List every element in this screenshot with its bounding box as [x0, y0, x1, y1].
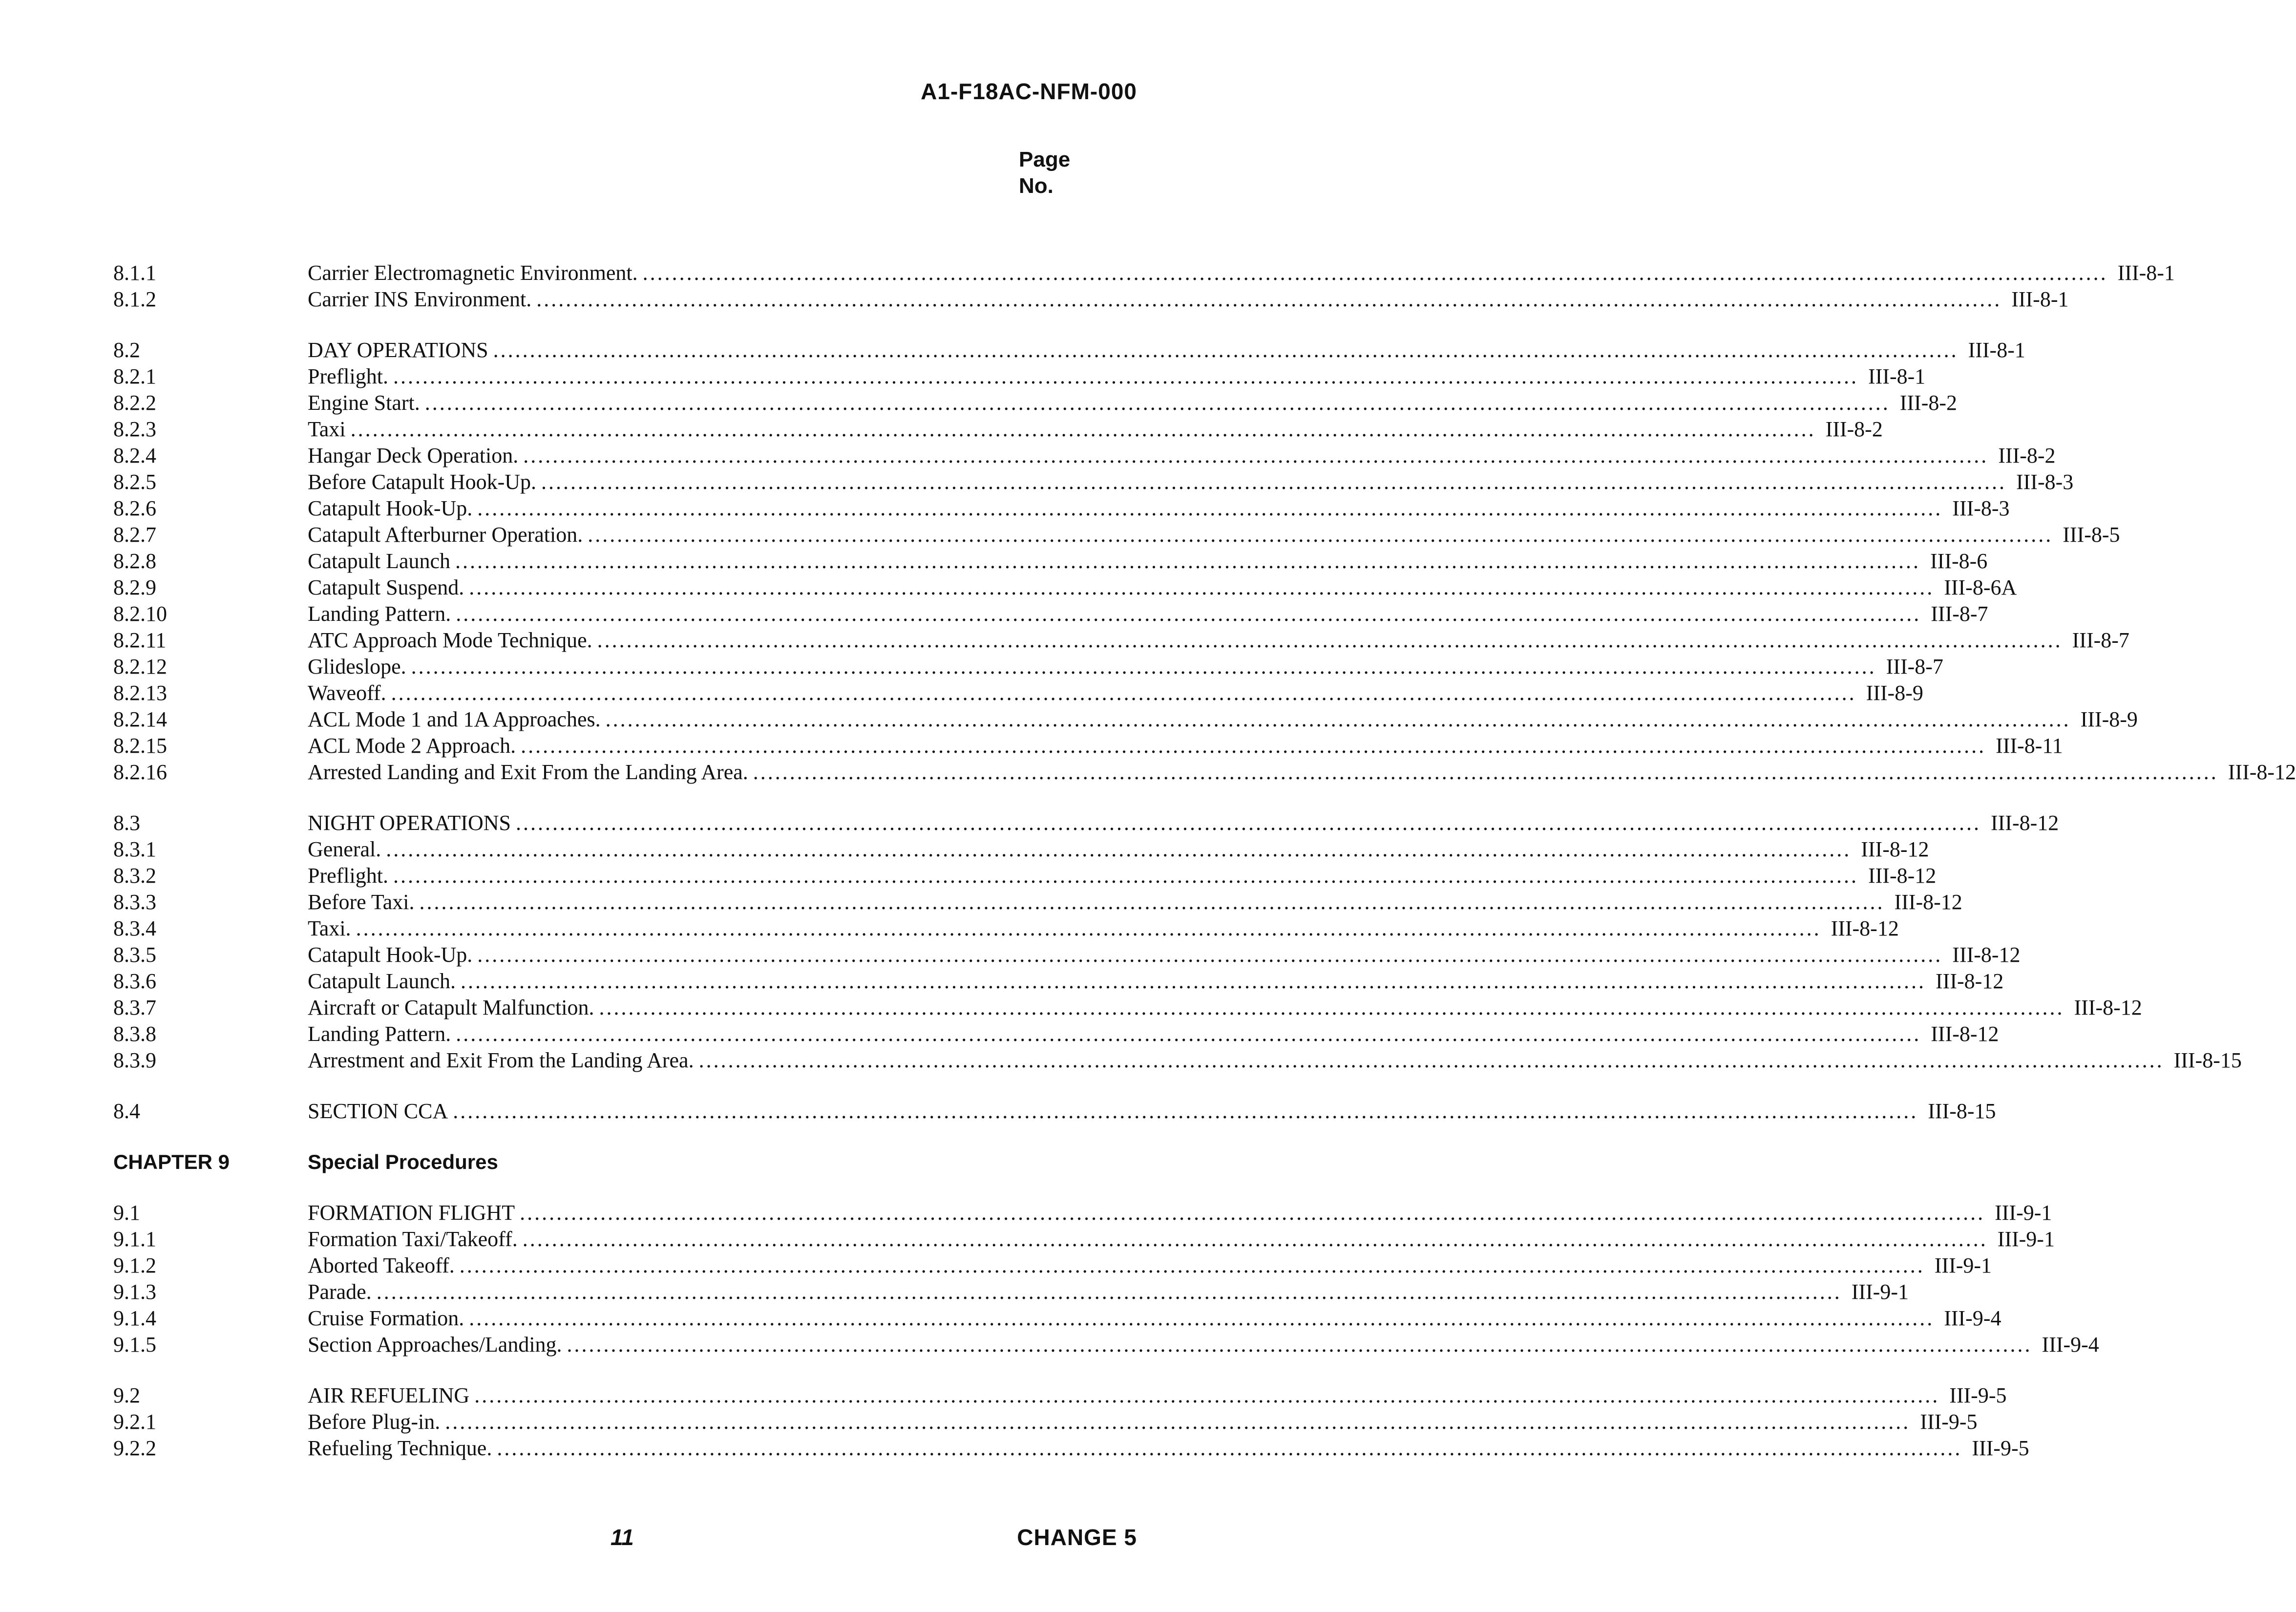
entry-line	[308, 836, 1929, 863]
entry-line	[308, 1098, 1996, 1124]
footer-page-number: 11	[611, 1525, 634, 1550]
section-number: 9.2.2	[113, 1436, 156, 1460]
page-reference: III-8-2	[1998, 444, 2056, 467]
toc-entry	[113, 1252, 1992, 1279]
toc-entry	[113, 627, 2129, 654]
section-number: 8.1.2	[113, 287, 156, 311]
toc-entry	[113, 915, 1899, 942]
chapter-heading	[113, 1149, 1139, 1175]
toc-entry	[113, 286, 2069, 313]
dot-leader: ........................................................................................................................................................................................................	[753, 760, 2218, 784]
dot-leader: ........................................................................................................................................................................................................	[461, 969, 1926, 993]
dot-leader: ........................................................................................................................................................................................................	[419, 890, 1885, 914]
section-number: 8.2	[113, 338, 140, 362]
entry-line	[308, 627, 2129, 654]
entry-line	[308, 733, 2063, 759]
section-title: Carrier Electromagnetic Environment.	[308, 261, 638, 285]
entry-line	[308, 1200, 2052, 1226]
toc-entry	[113, 680, 1923, 706]
entry-line	[308, 548, 1988, 574]
page-reference: III-8-3	[1952, 496, 2010, 520]
page-reference: III-8-12	[1990, 811, 2059, 835]
dot-leader: ........................................................................................................................................................................................................	[567, 1333, 2032, 1357]
dot-leader: ........................................................................................................................................................................................................	[477, 496, 1943, 520]
section-title: Catapult Launch	[308, 549, 451, 573]
section-title: Catapult Launch.	[308, 969, 456, 993]
dot-leader: ........................................................................................................................................................................................................	[493, 338, 1959, 362]
dot-leader: ........................................................................................................................................................................................................	[393, 364, 1858, 388]
toc-entry	[113, 443, 2056, 469]
section-number: 8.2.12	[113, 655, 167, 679]
page-column-header	[1019, 147, 1070, 199]
entry-line	[308, 654, 1943, 680]
dot-leader: ........................................................................................................................................................................................................	[497, 1436, 1962, 1460]
entry-line	[308, 1279, 1909, 1305]
page-reference: III-8-2	[1825, 417, 1883, 441]
page-reference: III-8-12	[1952, 943, 2021, 967]
entry-line	[308, 915, 1899, 942]
section-title: Arrestment and Exit From the Landing Area.	[308, 1048, 694, 1072]
toc-group	[113, 1382, 2029, 1462]
toc-entry	[113, 733, 2063, 759]
page-reference: III-9-4	[2042, 1333, 2099, 1357]
section-title: AIR REFUELING	[308, 1383, 470, 1407]
page-column-header-line2: No.	[1019, 174, 1053, 198]
toc-entry	[113, 495, 2010, 522]
page-reference: III-9-5	[1972, 1436, 2029, 1460]
page-reference: III-8-12	[2074, 996, 2142, 1019]
dot-leader: ........................................................................................................................................................................................................	[588, 523, 2053, 547]
section-title: DAY OPERATIONS	[308, 338, 488, 362]
chapter-number: CHAPTER 9	[113, 1150, 230, 1173]
section-number: 9.2	[113, 1383, 140, 1407]
section-title: Preflight.	[308, 364, 388, 388]
page-reference: III-8-7	[2072, 628, 2129, 652]
table-of-contents	[113, 260, 2296, 1486]
section-number: 8.2.2	[113, 391, 156, 415]
entry-line	[308, 759, 2296, 785]
dot-leader: ........................................................................................................................................................................................................	[456, 1022, 1921, 1046]
section-title: Aircraft or Catapult Malfunction.	[308, 996, 594, 1019]
dot-leader: ........................................................................................................................................................................................................	[477, 943, 1943, 967]
section-title: Hangar Deck Operation.	[308, 444, 519, 467]
entry-line	[308, 1409, 1978, 1435]
toc-entry	[113, 1305, 2001, 1332]
page-reference: III-8-1	[1968, 338, 2025, 362]
section-number: 8.3.7	[113, 996, 156, 1019]
entry-line	[308, 1332, 2099, 1358]
section-number: 9.2.1	[113, 1410, 156, 1434]
section-number: 8.3.6	[113, 969, 156, 993]
footer-change-notice: CHANGE 5	[1017, 1525, 1137, 1550]
section-number: 8.3.1	[113, 837, 156, 861]
toc-entry	[113, 522, 2120, 548]
page-reference: III-8-12	[1831, 916, 1899, 940]
dot-leader: ........................................................................................................................................................................................................	[520, 1201, 1985, 1225]
page-reference: III-8-6A	[1944, 575, 2017, 599]
dot-leader: ........................................................................................................................................................................................................	[469, 1306, 1935, 1330]
section-title: Refueling Technique.	[308, 1436, 492, 1460]
entry-line	[308, 601, 1988, 627]
entry-line	[308, 1435, 2029, 1462]
dot-leader: ........................................................................................................................................................................................................	[541, 470, 2006, 494]
section-title: Cruise Formation.	[308, 1306, 464, 1330]
dot-leader: ........................................................................................................................................................................................................	[411, 655, 1876, 679]
toc-entry	[113, 363, 1926, 390]
entry-line	[308, 416, 1883, 443]
entry-line	[308, 995, 2142, 1021]
entry-line	[308, 680, 1923, 706]
section-title: SECTION CCA	[308, 1099, 448, 1123]
dot-leader: ........................................................................................................................................................................................................	[536, 287, 2002, 311]
toc-entry	[113, 654, 1943, 680]
toc-entry	[113, 548, 1988, 574]
section-number: 8.2.14	[113, 707, 167, 731]
toc-group	[113, 1098, 1996, 1124]
section-title: Arrested Landing and Exit From the Landing Area.	[308, 760, 748, 784]
section-number: 8.2.15	[113, 734, 167, 758]
page-reference: III-8-12	[1931, 1022, 1999, 1046]
page-reference: III-8-9	[2080, 707, 2138, 731]
section-title: Landing Pattern.	[308, 1022, 451, 1046]
page-reference: III-9-5	[1920, 1410, 1978, 1434]
section-number: 8.2.9	[113, 575, 156, 599]
page-reference: III-8-6	[1930, 549, 1988, 573]
section-title: Catapult Afterburner Operation.	[308, 523, 583, 547]
page-column-header-line1: Page	[1019, 148, 1071, 171]
section-number: 8.2.1	[113, 364, 156, 388]
section-title: Taxi.	[308, 916, 351, 940]
section-number: 8.2.6	[113, 496, 156, 520]
section-title: ATC Approach Mode Technique.	[308, 628, 592, 652]
section-number: 8.4	[113, 1099, 140, 1123]
entry-line	[308, 1252, 1992, 1279]
section-number: 9.1.2	[113, 1253, 156, 1277]
section-number: 8.3.4	[113, 916, 156, 940]
entry-line	[308, 337, 2025, 363]
dot-leader: ........................................................................................................................................................................................................	[597, 628, 2063, 652]
section-number: 8.3.2	[113, 864, 156, 888]
dot-leader: ........................................................................................................................................................................................................	[698, 1048, 2164, 1072]
toc-entry	[113, 836, 1929, 863]
section-number: 8.2.13	[113, 681, 167, 705]
page-reference: III-8-3	[2016, 470, 2074, 494]
section-number: 8.3.3	[113, 890, 156, 914]
section-title: Engine Start.	[308, 391, 420, 415]
section-title: ACL Mode 1 and 1A Approaches.	[308, 707, 601, 731]
dot-leader: ........................................................................................................................................................................................................	[456, 602, 1921, 626]
toc-entry	[113, 1332, 2099, 1358]
entry-line	[308, 1047, 2242, 1074]
section-number: 9.1.3	[113, 1280, 156, 1304]
dot-leader: ........................................................................................................................................................................................................	[605, 707, 2071, 731]
section-title: ACL Mode 2 Approach.	[308, 734, 516, 758]
toc-entry	[113, 601, 1988, 627]
section-title: Preflight.	[308, 864, 388, 888]
toc-entry	[113, 1047, 2242, 1074]
page-reference: III-8-7	[1931, 602, 1988, 626]
dot-leader: ........................................................................................................................................................................................................	[469, 575, 1935, 599]
dot-leader: ........................................................................................................................................................................................................	[474, 1383, 1940, 1407]
toc-entry	[113, 1200, 2052, 1226]
page-reference: III-8-12	[1936, 969, 2004, 993]
dot-leader: ........................................................................................................................................................................................................	[459, 1253, 1925, 1277]
entry-line	[308, 574, 2017, 601]
section-title: Glideslope.	[308, 655, 406, 679]
page-reference: III-9-4	[1944, 1306, 2001, 1330]
dot-leader: ........................................................................................................................................................................................................	[424, 391, 1890, 415]
toc-entry	[113, 706, 2138, 733]
section-title: Section Approaches/Landing.	[308, 1333, 562, 1357]
page-reference: III-8-1	[2117, 261, 2175, 285]
section-number: 9.1.1	[113, 1227, 156, 1251]
entry-line	[308, 469, 2074, 495]
entry-line	[308, 260, 2175, 286]
entry-line	[308, 1305, 2001, 1332]
section-number: 9.1.5	[113, 1333, 156, 1357]
entry-line	[308, 889, 1962, 915]
toc-entry	[113, 1098, 1996, 1124]
page-reference: III-9-1	[1997, 1227, 2055, 1251]
toc-entry	[113, 1409, 1978, 1435]
toc-entry	[113, 469, 2074, 495]
dot-leader: ........................................................................................................................................................................................................	[455, 549, 1921, 573]
page-reference: III-8-1	[2011, 287, 2069, 311]
toc-entry	[113, 942, 2021, 968]
entry-line	[308, 942, 2021, 968]
dot-leader: ........................................................................................................................................................................................................	[350, 417, 1816, 441]
dot-leader: ........................................................................................................................................................................................................	[515, 811, 1981, 835]
section-title: NIGHT OPERATIONS	[308, 811, 511, 835]
section-title: Before Taxi.	[308, 890, 415, 914]
section-title: Before Plug-in.	[308, 1410, 441, 1434]
section-number: 8.3.8	[113, 1022, 156, 1046]
toc-entry	[113, 863, 1937, 889]
section-number: 8.2.10	[113, 602, 167, 626]
section-title: Catapult Hook-Up.	[308, 496, 473, 520]
section-number: 8.2.8	[113, 549, 156, 573]
toc-entry	[113, 1226, 2055, 1252]
page-reference: III-9-1	[1995, 1201, 2052, 1225]
section-number: 8.1.1	[113, 261, 156, 285]
entry-line	[308, 522, 2120, 548]
section-number: 8.2.3	[113, 417, 156, 441]
section-title: Waveoff.	[308, 681, 386, 705]
entry-line	[308, 495, 2010, 522]
entry-line	[308, 1021, 1999, 1047]
dot-leader: ........................................................................................................................................................................................................	[522, 1227, 1988, 1251]
entry-line	[308, 810, 2059, 836]
section-number: 9.1.4	[113, 1306, 156, 1330]
page-reference: III-8-12	[1894, 890, 1962, 914]
toc-entry	[113, 390, 1957, 416]
page-reference: III-9-5	[1949, 1383, 2007, 1407]
toc-entry	[113, 337, 2025, 363]
dot-leader: ........................................................................................................................................................................................................	[523, 444, 1989, 467]
page-reference: III-8-12	[1868, 864, 1937, 888]
entry-line	[308, 863, 1937, 889]
section-title: Catapult Suspend.	[308, 575, 464, 599]
entry-line	[308, 286, 2069, 313]
page-reference: III-8-11	[1996, 734, 2063, 758]
toc-entry	[113, 1279, 1909, 1305]
toc-entry	[113, 1435, 2029, 1462]
toc-group	[113, 1200, 2099, 1358]
document-id: A1-F18AC-NFM-000	[921, 79, 1137, 104]
page-reference: III-8-7	[1886, 655, 1943, 679]
toc-entry	[113, 574, 2017, 601]
toc-entry	[113, 995, 2142, 1021]
section-title: Carrier INS Environment.	[308, 287, 532, 311]
dot-leader: ........................................................................................................................................................................................................	[386, 837, 1852, 861]
section-number: 8.3	[113, 811, 140, 835]
toc-entry	[113, 260, 2175, 286]
section-title: Landing Pattern.	[308, 602, 451, 626]
entry-line	[308, 706, 2138, 733]
dot-leader: ........................................................................................................................................................................................................	[376, 1280, 1842, 1304]
toc-entry	[113, 759, 2296, 785]
entry-line	[308, 1382, 2007, 1409]
section-title: Catapult Hook-Up.	[308, 943, 473, 967]
section-title: Before Catapult Hook-Up.	[308, 470, 536, 494]
entry-line	[308, 443, 2056, 469]
entry-line	[308, 390, 1957, 416]
toc-entry	[113, 1382, 2007, 1409]
toc-entry	[113, 968, 2004, 995]
dot-leader: ........................................................................................................................................................................................................	[642, 261, 2108, 285]
section-title: General.	[308, 837, 381, 861]
section-title: Taxi	[308, 417, 346, 441]
section-number: 8.2.7	[113, 523, 156, 547]
toc-entry	[113, 416, 1883, 443]
section-title: Aborted Takeoff.	[308, 1253, 455, 1277]
section-number: 8.3.5	[113, 943, 156, 967]
page-reference: III-8-5	[2063, 523, 2120, 547]
entry-line	[308, 968, 2004, 995]
page-reference: III-8-15	[2173, 1048, 2242, 1072]
section-number: 8.2.4	[113, 444, 156, 467]
page-reference: III-8-2	[1899, 391, 1957, 415]
toc-group	[113, 810, 2242, 1074]
entry-line	[308, 1226, 2055, 1252]
section-number: 8.2.11	[113, 628, 167, 652]
page-reference: III-9-1	[1934, 1253, 1992, 1277]
section-number: 8.2.5	[113, 470, 156, 494]
page-reference: III-8-12	[1861, 837, 1929, 861]
toc-entry	[113, 1021, 1999, 1047]
page-reference: III-8-12	[2228, 760, 2296, 784]
page-reference: III-8-9	[1866, 681, 1923, 705]
dot-leader: ........................................................................................................................................................................................................	[445, 1410, 1911, 1434]
section-title: FORMATION FLIGHT	[308, 1201, 515, 1225]
section-number: 8.2.16	[113, 760, 167, 784]
section-title: Formation Taxi/Takeoff.	[308, 1227, 518, 1251]
dot-leader: ........................................................................................................................................................................................................	[599, 996, 2064, 1019]
toc-group	[113, 337, 2296, 785]
dot-leader: ........................................................................................................................................................................................................	[453, 1099, 1918, 1123]
section-number: 8.3.9	[113, 1048, 156, 1072]
page-reference: III-8-1	[1868, 364, 1926, 388]
dot-leader: ........................................................................................................................................................................................................	[393, 864, 1858, 888]
page-reference: III-8-15	[1928, 1099, 1996, 1123]
toc-entry	[113, 889, 1962, 915]
dot-leader: ........................................................................................................................................................................................................	[356, 916, 1821, 940]
chapter-title: Special Procedures	[308, 1150, 498, 1173]
entry-line	[308, 363, 1926, 390]
toc-group	[113, 260, 2175, 313]
dot-leader: ........................................................................................................................................................................................................	[521, 734, 1986, 758]
toc-entry	[113, 810, 2059, 836]
section-title: Parade.	[308, 1280, 372, 1304]
page-reference: III-9-1	[1851, 1280, 1909, 1304]
dot-leader: ........................................................................................................................................................................................................	[391, 681, 1856, 705]
section-number: 9.1	[113, 1201, 140, 1225]
